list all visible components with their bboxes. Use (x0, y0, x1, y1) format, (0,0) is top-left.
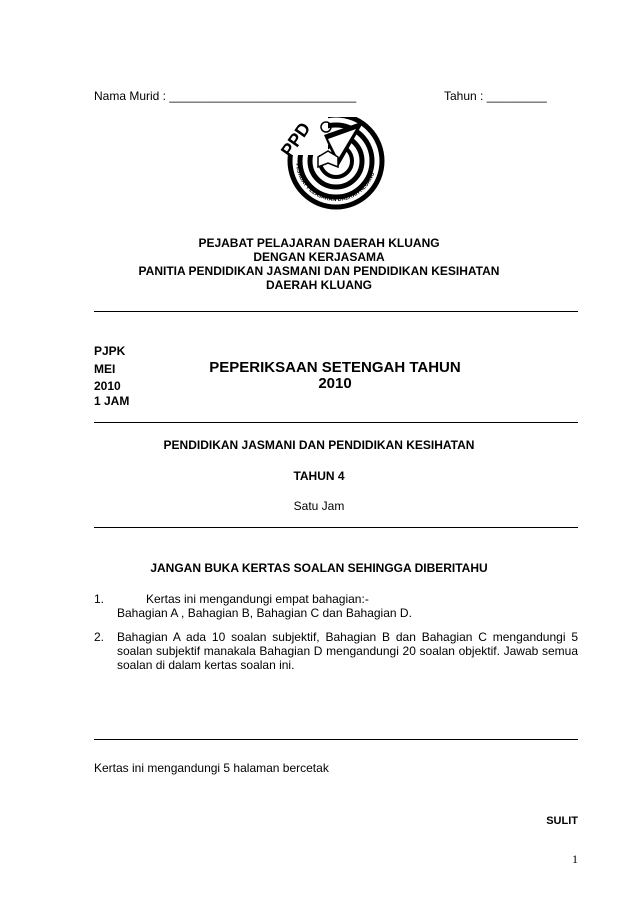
student-name-field: Nama Murid : ____________________________ (94, 89, 357, 103)
exam-year: 2010 (94, 379, 121, 393)
instruction-1-number: 1. (94, 592, 105, 606)
logo-initials: PPD (276, 118, 315, 161)
instruction-1-line-1: Kertas ini mengandungi empat bahagian:- (146, 592, 369, 606)
ppd-kluang-logo (268, 117, 388, 217)
divider (94, 422, 578, 423)
instruction-1-line-2: Bahagian A , Bahagian B, Bahagian C dan Bahagian D. (117, 606, 412, 620)
warning-text: JANGAN BUKA KERTAS SOALAN SEHINGGA DIBERITAHU (150, 561, 488, 575)
instruction-2-number: 2. (94, 630, 105, 644)
instruction-2-text: Bahagian A ada 10 soalan subjektif, Bahagian B dan Bahagian C mengandungi 5 soalan subjektif manakala Bahagian D mengandungi 20 soalan objektif. Jawab semua soalan di dalam kertas soalan ini. (117, 630, 578, 672)
exam-code: PJPK (94, 344, 126, 358)
divider (94, 527, 578, 528)
subject-duration: Satu Jam (293, 499, 345, 513)
subject-name: PENDIDIKAN JASMANI DAN PENDIDIKAN KESIHATAN (163, 438, 475, 452)
year-field: Tahun : _________ (444, 89, 547, 103)
logo-ring-text: PEJABAT PELAJARAN DAERAH KLUANG (294, 163, 377, 204)
exam-title: PEPERIKSAAN SETENGAH TAHUN (209, 359, 461, 376)
organizer-line-3: PANITIA PENDIDIKAN JASMANI DAN PENDIDIKAN KESIHATAN (138, 264, 500, 278)
organizer-line-2: DENGAN KERJASAMA (253, 250, 385, 264)
organizer-line-4: DAERAH KLUANG (266, 278, 372, 292)
divider (94, 311, 578, 312)
organizer-line-1: PEJABAT PELAJARAN DAERAH KLUANG (198, 236, 440, 250)
exam-title-year: 2010 (318, 375, 352, 392)
divider (94, 739, 578, 740)
pages-note: Kertas ini mengandungi 5 halaman bercetak (94, 761, 329, 775)
exam-month: MEI (94, 362, 116, 376)
subject-level: TAHUN 4 (293, 469, 345, 483)
exam-duration: 1 JAM (94, 394, 130, 408)
page-number: 1 (572, 852, 578, 866)
classification-label: SULIT (546, 815, 578, 827)
